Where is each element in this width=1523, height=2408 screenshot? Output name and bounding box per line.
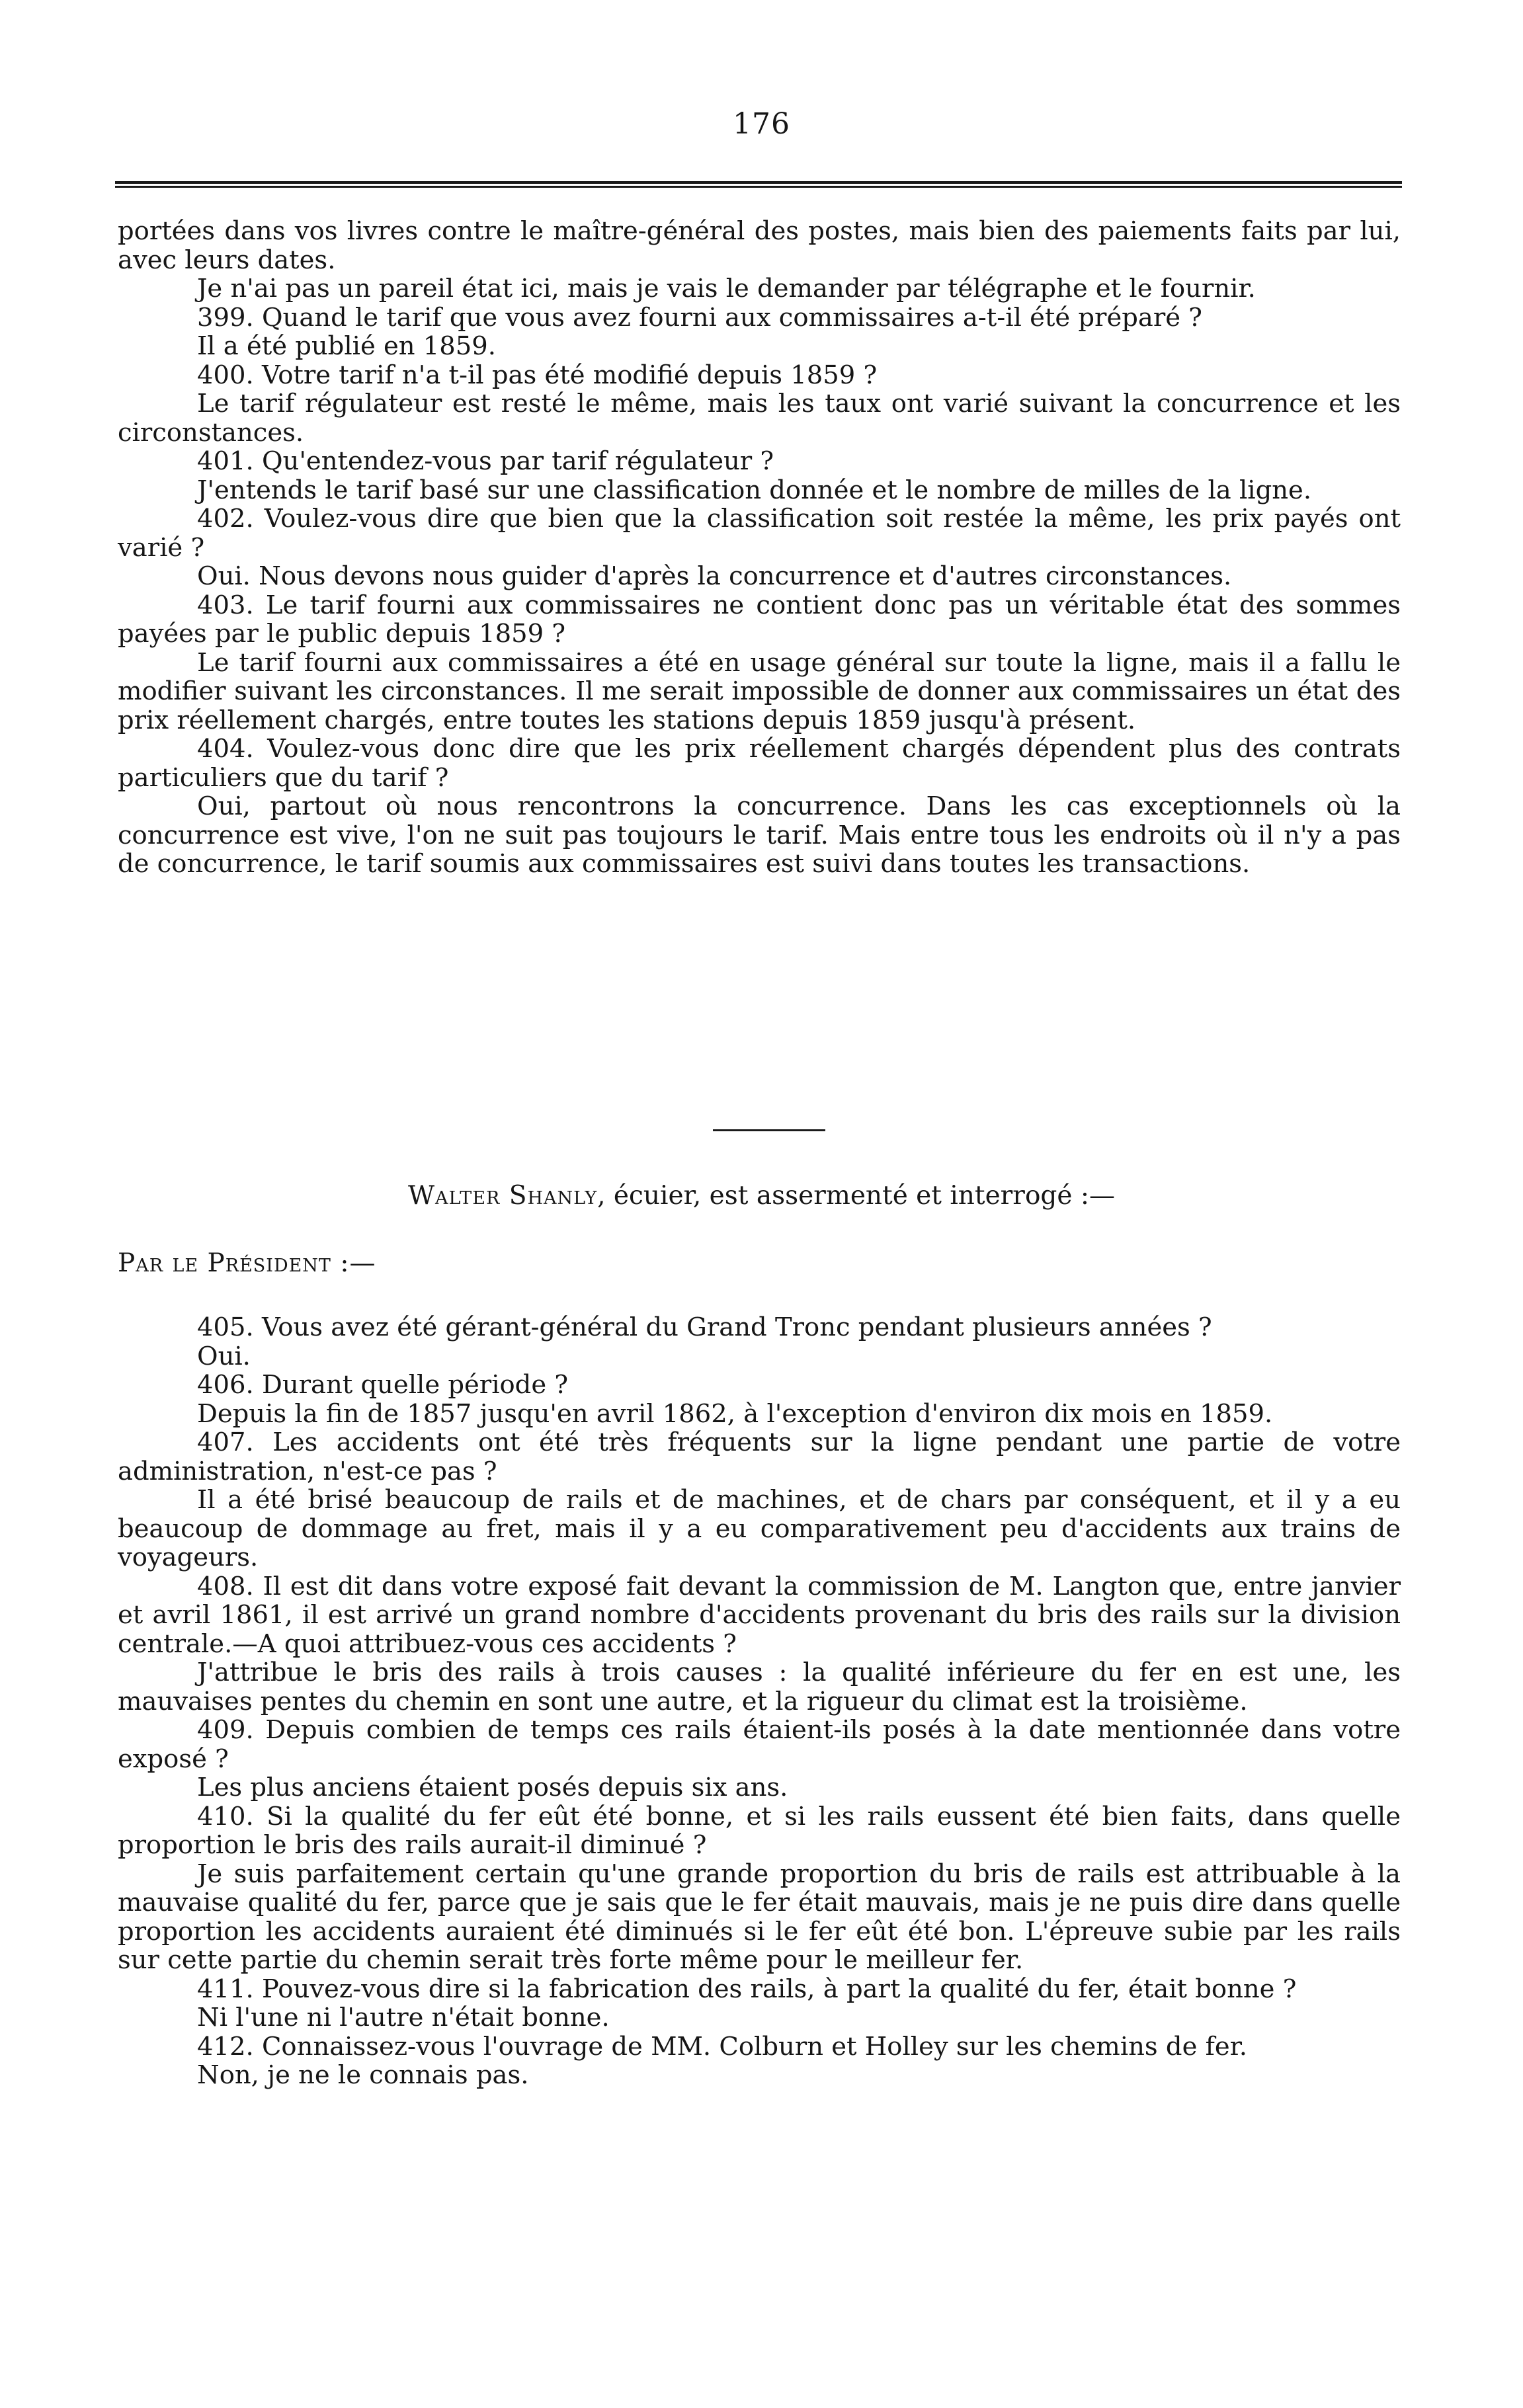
testimony-section-2 [118, 1313, 1401, 2090]
question-402: 402. Voulez-vous dire que bien que la classification soit restée la même, les prix payés ont varié ? [118, 504, 1401, 563]
question-401: 401. Qu'entendez-vous par tarif régulateur ? [197, 446, 774, 476]
answer-403: Le tarif fourni aux commissaires a été en usage général sur toute la ligne, mais il a fallu le modifier suivant les circonstances. Il me serait impossible de donner aux commissaires un état des prix réellement chargés, entre toutes les stations depuis 1859 jusqu'à présent. [118, 647, 1401, 735]
answer-411: Ni l'une ni l'autre n'était bonne. [197, 2003, 610, 2032]
answer-405: Oui. [197, 1341, 251, 1371]
speaker-heading: Par le Président :— [118, 1248, 376, 1278]
answer-412: Non, je ne le connais pas. [197, 2060, 529, 2090]
question-409: 409. Depuis combien de temps ces rails étaient-ils posés à la date mentionnée dans votre exposé ? [118, 1715, 1401, 1774]
answer-407: Il a été brisé beaucoup de rails et de machines, et de chars par conséquent, et il y a eu beaucoup de dommage au fret, mais il y a eu comparativement peu d'accidents aux trains de voyageurs. [118, 1485, 1401, 1572]
testimony-section-1 [118, 217, 1401, 879]
question-406: 406. Durant quelle période ? [197, 1370, 568, 1400]
answer-399: Il a été publié en 1859. [197, 331, 496, 361]
question-405: 405. Vous avez été gérant-général du Grand Tronc pendant plusieurs années ? [197, 1312, 1212, 1342]
question-407: 407. Les accidents ont été très fréquents sur la ligne pendant une partie de votre administration, n'est-ce pas ? [118, 1427, 1401, 1486]
witness-oath: , écuier, est assermenté et interrogé :— [597, 1181, 1116, 1211]
answer-410: Je suis parfaitement certain qu'une grande proportion du bris de rails est attribuable à la mauvaise qualité du fer, parce que je sais que le fer était mauvais, mais je ne puis dire dans quelle proportion les accidents auraient été diminués si le fer eût été bon. L'épreuve subie par les rails sur cette partie du chemin serait très forte même pour le meilleur fer. [118, 1859, 1401, 1975]
answer-408: J'attribue le bris des rails à trois causes : la qualité inférieure du fer en est une, les mauvaises pentes du chemin en sont une autre, et la rigueur du climat est la troisième. [118, 1658, 1401, 1716]
question-410: 410. Si la qualité du fer eût été bonne, et si les rails eussent été bien faits, dans quelle proportion le bris des rails aurait-il diminué ? [118, 1801, 1401, 1860]
paragraph: Je n'ai pas un pareil état ici, mais je vais le demander par télégraphe et le fournir. [197, 274, 1256, 303]
question-400: 400. Votre tarif n'a t-il pas été modifié depuis 1859 ? [197, 360, 878, 390]
question-411: 411. Pouvez-vous dire si la fabrication des rails, à part la qualité du fer, était bonne ? [197, 1974, 1297, 2004]
answer-402: Oui. Nous devons nous guider d'après la concurrence et d'autres circonstances. [197, 561, 1232, 591]
answer-406: Depuis la fin de 1857 jusqu'en avril 1862, à l'exception d'environ dix mois en 1859. [197, 1398, 1273, 1429]
section-divider [713, 1129, 825, 1131]
witness-name: Walter Shanly [407, 1181, 598, 1211]
witness-line [0, 1181, 1523, 1211]
question-408: 408. Il est dit dans votre exposé fait devant la commission de M. Langton que, entre janvier et avril 1861, il est arrivé un grand nombre d'accidents provenant du bris des rails sur la division centrale.—A quoi attribuez-vous ces accidents ? [118, 1571, 1401, 1659]
page-number: 176 [733, 107, 790, 141]
question-403: 403. Le tarif fourni aux commissaires ne contient donc pas un véritable état des sommes payées par le public depuis 1859 ? [118, 590, 1401, 649]
question-399: 399. Quand le tarif que vous avez fourni aux commissaires a-t-il été préparé ? [197, 302, 1202, 333]
question-412: 412. Connaissez-vous l'ouvrage de MM. Colburn et Holley sur les chemins de fer. [197, 2031, 1248, 2062]
answer-409: Les plus anciens étaient posés depuis six ans. [197, 1773, 788, 1802]
answer-400: Le tarif régulateur est resté le même, mais les taux ont varié suivant la concurrence et les circonstances. [118, 389, 1401, 448]
answer-401: J'entends le tarif basé sur une classification donnée et le nombre de milles de la ligne. [197, 475, 1312, 505]
answer-404: Oui, partout où nous rencontrons la concurrence. Dans les cas exceptionnels où la concurrence est vive, l'on ne suit pas toujours le tarif. Mais entre tous les endroits où il n'y a pas de concurrence, le tarif soumis aux commissaires est suivi dans toutes les transactions. [118, 791, 1401, 879]
header-rule [115, 181, 1402, 188]
question-404: 404. Voulez-vous donc dire que les prix réellement chargés dépendent plus des contrats particuliers que du tarif ? [118, 734, 1401, 793]
paragraph: portées dans vos livres contre le maître-général des postes, mais bien des paiements faits par lui, avec leurs dates. [118, 216, 1401, 275]
